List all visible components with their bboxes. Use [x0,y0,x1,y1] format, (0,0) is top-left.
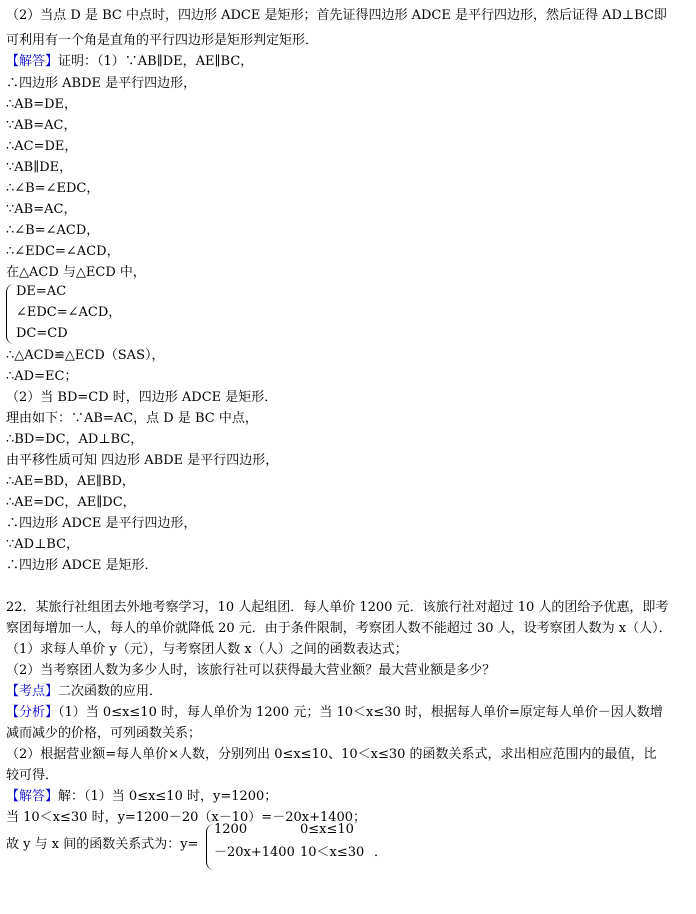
proof-step: ∴△ACD≌△ECD（SAS）， [6,348,165,363]
q21-intro-line2: 可利用有一个角是直角的平行四边形是矩形判定矩形． [6,33,319,48]
fenxi-line4: 较可得． [6,768,59,783]
proof-step: ∴AB=DE， [6,97,78,112]
system-line: ∠EDC=∠ACD， [16,305,122,320]
proof-step: （2）当 BD=CD 时，四边形 ADCE 是矩形． [6,390,278,405]
proof-step: 由平移性质可知 四边形 ABDE 是平行四边形， [6,453,279,468]
piecewise-expr: －20x+1400 [214,845,295,860]
piecewise-cond: 0≤x≤10 [300,822,354,837]
answer-tag: 【解答】 [6,54,59,69]
proof-step: ∵AB=AC， [6,202,77,217]
q21-intro-line1: （2）当点 D 是 BC 中点时，四边形 ADCE 是矩形；首先证得四边形 ADCE 是平行四边形，然后证得 AD⊥BC即 [6,8,667,23]
proof-step: ∴AC=DE， [6,139,78,154]
conclusion-prefix: 故 y 与 x 间的函数关系式为：y= [6,837,199,852]
proof-step: ∴四边形 ADCE 是平行四边形， [6,516,197,531]
proof-step: ∴四边形 ABDE 是平行四边形， [6,76,197,91]
q22-problem-line1: 22．某旅行社组团去外地考察学习，10 人起组团．每人单价 1200 元．该旅行社对超过 10 人的团给予优惠，即考 [6,600,669,615]
proof-step: ∴BD=DC，AD⊥BC， [6,432,144,447]
proof-step: ∵AD⊥BC， [6,537,80,552]
q22-question2: （2）当考察团人数为多少人时，该旅行社可以获得最大营业额？最大营业额是多少？ [6,663,496,678]
proof-step: ∴AE=BD，AE∥BD， [6,474,135,489]
system-line: DC=CD [16,326,68,341]
answer-text: 证明：（1）∵AB∥DE，AE∥BC， [58,54,254,69]
proof-step: ∴AD=EC； [6,369,78,384]
q22-question1: （1）求每人单价 y（元），与考察团人数 x（人）之间的函数表达式； [6,642,408,657]
kaodian-text: 二次函数的应用． [58,684,163,699]
proof-step: ∴∠B=∠EDC， [6,181,100,196]
system-brace [6,284,15,344]
proof-step: ∴AE=DC，AE∥DC， [6,495,136,510]
kaodian-tag: 【考点】 [6,684,59,699]
fenxi-line2: 减而减少的价格，可列函数关系； [6,726,202,741]
fenxi-line3: （2）根据营业额=每人单价×人数，分别列出 0≤x≤10、10＜x≤30 的函数关系式，求出相应范围内的最值，比 [6,747,657,762]
conclusion-suffix: ． [374,845,388,860]
q22-problem-line2: 察团每增加一人，每人的单价就降低 20 元．由于条件限制，考察团人数不能超过 30 人，设考察团人数为 x（人）． [6,621,672,636]
proof-step: ∴∠B=∠ACD， [6,223,100,238]
jieda-text: 解：（1）当 0≤x≤10 时，y=1200； [58,789,278,804]
piecewise-cond: 10＜x≤30 [300,845,365,860]
q21-answer-line [6,52,253,72]
jieda-line2: 当 10＜x≤30 时，y=1200－20（x－10）=－20x+1400； [6,810,367,825]
fenxi-line1 [6,703,663,723]
proof-step: ∵AB∥DE， [6,160,73,175]
proof-step: ∴∠EDC=∠ACD， [6,244,120,259]
proof-step: 在△ACD 与△ECD 中， [6,265,146,280]
system-line: DE=AC [16,284,67,299]
fenxi-tag: 【分析】 [6,705,59,720]
jieda-line1 [6,787,277,807]
fenxi-text: （1）当 0≤x≤10 时，每人单价为 1200 元；当 10＜x≤30 时，根据每人单价=原定每人单价－因人数增 [58,705,663,720]
jieda-tag: 【解答】 [6,789,59,804]
piecewise-expr: 1200 [214,822,248,837]
proof-step: ∵AB=AC， [6,118,77,133]
kaodian-line [6,682,162,702]
proof-step: ∴四边形 ADCE 是矩形． [6,558,158,573]
proof-step: 理由如下：∵AB=AC，点 D 是 BC 中点， [6,411,258,426]
